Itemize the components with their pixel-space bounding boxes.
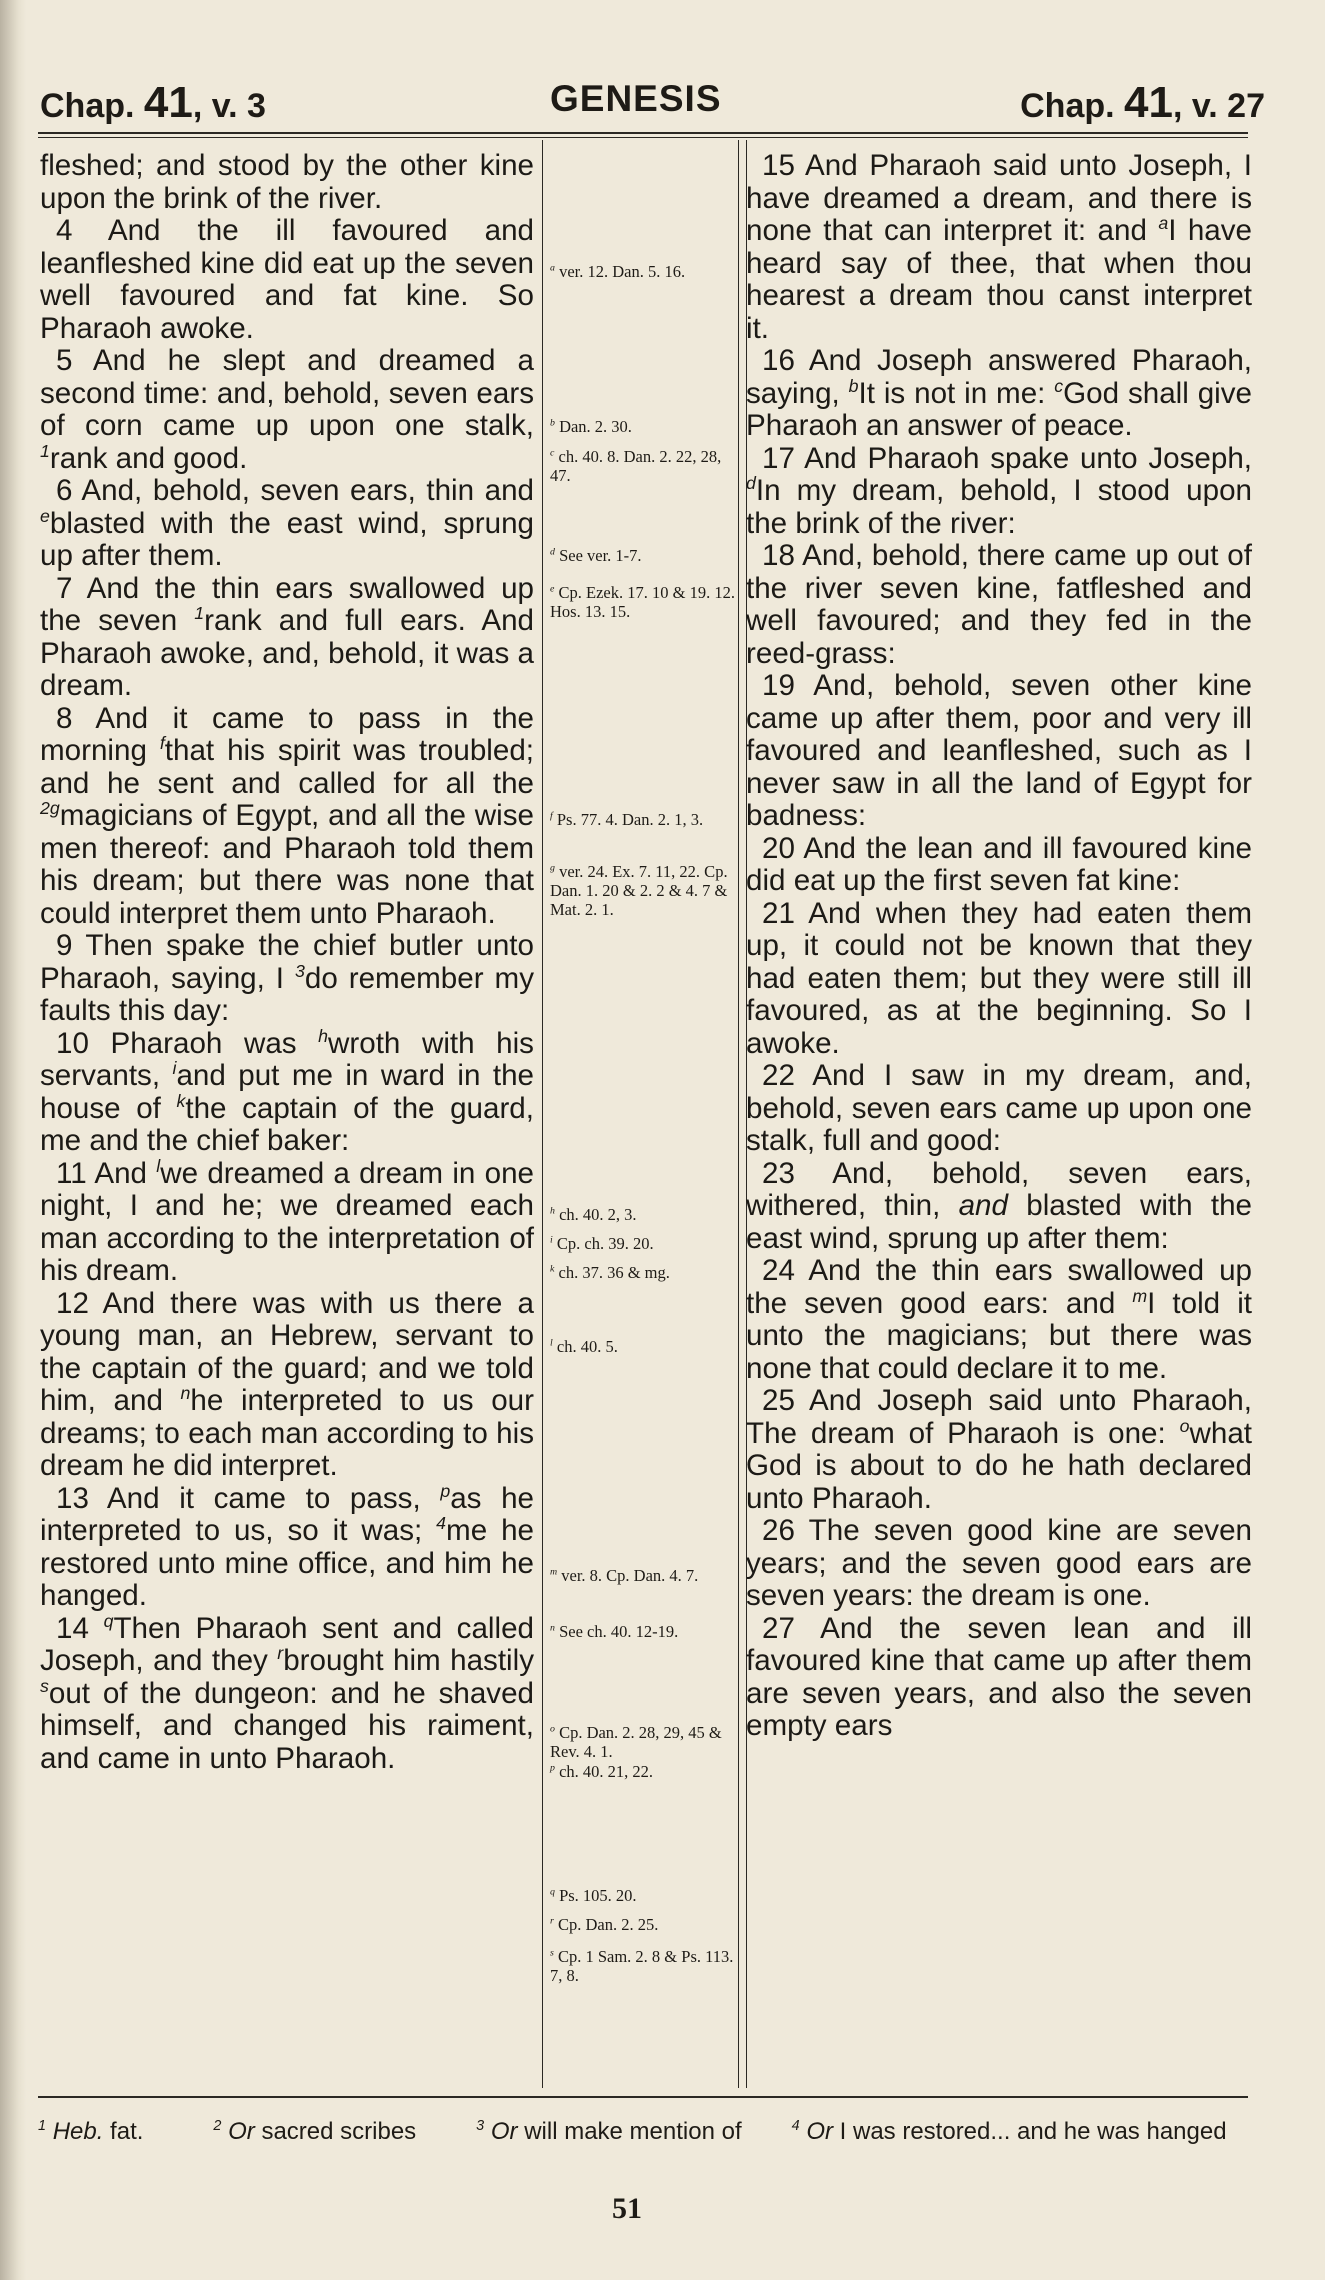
- verse: [40, 150, 534, 215]
- verse-text: the captain of the guard, me and the chief baker:: [40, 1091, 534, 1157]
- verse: [746, 443, 1252, 541]
- verse-text: blasted with the east wind, sprung up after them.: [40, 506, 534, 572]
- marginal-reference-mark: l: [156, 1155, 161, 1176]
- verse-text: 18 And, behold, there came up out of the river seven kine, fatfleshed and well favoured; and they fed in the reed-grass:: [746, 539, 1252, 670]
- verse-text: 8 And it came to pass in the morning: [40, 701, 534, 767]
- verse-text: 6 And, behold, seven ears, thin and: [56, 474, 534, 507]
- cross-reference: [550, 1886, 735, 1905]
- verse: [746, 1255, 1252, 1385]
- footnote-number: 2: [213, 2118, 222, 2134]
- marginal-reference-mark: 1: [40, 440, 50, 461]
- verse-text: brought him hastily: [283, 1644, 534, 1677]
- marginal-reference-mark: c: [1054, 375, 1064, 396]
- cross-reference-mark: g: [550, 862, 555, 874]
- running-head-right-verse: v. 27: [1191, 87, 1265, 125]
- cross-reference-text: Cp. ch. 39. 20.: [556, 1234, 654, 1253]
- cross-reference: [550, 1622, 735, 1641]
- cross-reference-text: ch. 40. 8. Dan. 2. 22, 28, 47.: [550, 447, 722, 485]
- marginal-reference-mark: i: [172, 1058, 177, 1079]
- running-head-right-prefix: Chap.: [1020, 87, 1115, 125]
- marginal-reference-mark: b: [848, 375, 859, 396]
- running-head: [40, 78, 1265, 138]
- footnote-label: Heb.: [52, 2118, 104, 2145]
- running-head-left: Chap. 41, v. 3: [40, 78, 266, 127]
- cross-reference: [550, 417, 735, 436]
- verse-text: 12 And there was with us there a young man, an Hebrew, servant to the captain of the guard; and we told him, and: [40, 1286, 534, 1417]
- verse-text: and put me in ward in the house of: [40, 1059, 534, 1125]
- footnote-text: fat.: [103, 2118, 144, 2145]
- footnote-label: Or: [228, 2118, 255, 2145]
- cross-reference: [550, 1205, 735, 1224]
- cross-reference-mark: r: [550, 1915, 554, 1927]
- cross-reference-mark: p: [550, 1762, 555, 1774]
- footnote-number: 3: [476, 2118, 485, 2134]
- column-divider-right-inner: [738, 140, 739, 2088]
- cross-reference-text: Cp. Dan. 2. 25.: [557, 1915, 659, 1934]
- header-rule-thin: [38, 137, 1248, 138]
- footnote-number: 1: [38, 2118, 47, 2134]
- cross-reference-text: See ver. 1-7.: [559, 546, 642, 565]
- verse-text: I told it unto the magicians; but there was none that could declare it to me.: [746, 1286, 1252, 1385]
- verse-text: 13 And it came to pass,: [56, 1481, 441, 1515]
- marginal-reference-mark: f: [159, 733, 165, 754]
- cross-reference-text: See ch. 40. 12-19.: [559, 1622, 679, 1641]
- verse-text: 10 Pharaoh was: [56, 1026, 319, 1060]
- page-edge-shadow: [0, 0, 26, 2280]
- verse-text: 9 Then spake the chief butler unto Pharaoh, saying, I: [40, 929, 534, 995]
- verse: [40, 1610, 534, 1776]
- cross-reference: [550, 447, 735, 485]
- verse: [746, 833, 1252, 898]
- cross-reference: [550, 1762, 735, 1781]
- running-head-right: Chap. 41, v. 27: [1020, 78, 1265, 127]
- cross-reference: [550, 810, 735, 829]
- verse: [746, 898, 1252, 1061]
- verse-text: 7 And the thin ears swallowed up the seven: [40, 571, 534, 637]
- cross-reference-text: ver. 8. Cp. Dan. 4. 7.: [561, 1566, 699, 1585]
- cross-reference-mark: q: [550, 1886, 555, 1898]
- verse-text: God shall give Pharaoh an answer of peace.: [746, 376, 1252, 442]
- verse-text: 23 And, behold, seven ears, withered, thin,: [746, 1156, 1252, 1222]
- cross-reference-text: ch. 37. 36 & mg.: [558, 1263, 670, 1282]
- verse-text: 16 And Joseph answered Pharaoh, saying,: [746, 344, 1252, 410]
- verse-text: blasted with the east wind, sprung up after them:: [746, 1189, 1252, 1255]
- verse-text: 17 And Pharaoh spake unto Joseph,: [762, 441, 1252, 475]
- cross-reference-text: ch. 40. 2, 3.: [559, 1205, 637, 1224]
- verse-text: he interpreted to us our dreams; to each man according to his dream he did interpret.: [40, 1384, 534, 1482]
- verse-text: wroth with his servants,: [40, 1026, 534, 1092]
- running-head-left-chapter: 41: [143, 78, 193, 127]
- marginal-reference-mark: e: [40, 505, 50, 526]
- cross-reference: [550, 583, 735, 621]
- verse: [746, 540, 1252, 670]
- verse: [40, 703, 534, 931]
- marginal-reference-mark: p: [440, 1480, 451, 1501]
- verse-text: 21 And when they had eaten them up, it could not be known that they had eaten them; but they were still ill favoured, as at the beginning. So I awoke.: [746, 896, 1252, 1060]
- verse: [746, 150, 1252, 345]
- verse-text: as he interpreted to us, so it was;: [40, 1481, 534, 1547]
- cross-reference-mark: d: [550, 546, 555, 558]
- verse: [746, 1515, 1252, 1613]
- cross-reference-text: Ps. 77. 4. Dan. 2. 1, 3.: [556, 810, 704, 829]
- verse-text: 25 And Joseph said unto Pharaoh, The dream of Pharaoh is one:: [746, 1384, 1252, 1450]
- marginal-reference-mark: h: [318, 1025, 329, 1046]
- verse: [40, 345, 534, 475]
- footnote-text: will make mention of: [517, 2118, 742, 2145]
- verse: [746, 1385, 1252, 1515]
- verse-text: 15 And Pharaoh said unto Joseph, I have dreamed a dream, and there is none that can interpret it: and: [746, 149, 1252, 247]
- footnote-label: Or: [490, 2118, 518, 2145]
- cross-reference: [550, 1566, 735, 1585]
- verse: [746, 345, 1252, 443]
- verse-text: me he restored unto mine office, and him he hanged.: [40, 1514, 535, 1612]
- verse: [40, 930, 534, 1028]
- verse: [40, 1288, 534, 1483]
- cross-reference-mark: e: [550, 583, 555, 595]
- cross-reference-text: Cp. 1 Sam. 2. 8 & Ps. 113. 7, 8.: [550, 1947, 734, 1985]
- verse: [40, 475, 534, 573]
- footnote-rule: [38, 2096, 1248, 2098]
- cross-reference-mark: b: [550, 417, 555, 429]
- verse: [40, 573, 534, 703]
- cross-reference-mark: k: [550, 1263, 555, 1275]
- footnote-number: 4: [791, 2118, 800, 2134]
- verse: [746, 670, 1252, 833]
- cross-reference-mark: l: [550, 1337, 553, 1349]
- cross-reference: [550, 1915, 735, 1934]
- cross-reference: [550, 1947, 735, 1985]
- verse-text: do remember my faults this day:: [40, 961, 534, 1027]
- page-number: 51: [612, 2192, 642, 2225]
- marginal-reference-mark: m: [1132, 1285, 1148, 1306]
- verse: [746, 1158, 1252, 1256]
- verse-text: magicians of Egypt, and all the wise men thereof: and Pharaoh told them his dream; but there was none that could interpret them unto Pharaoh.: [40, 799, 534, 930]
- cross-reference-text: ch. 40. 21, 22.: [559, 1762, 654, 1781]
- cross-reference-text: ver. 12. Dan. 5. 16.: [559, 262, 686, 281]
- verse-text: out of the dungeon: and he shaved himself, and changed his raiment, and came in unto Pharaoh.: [40, 1676, 534, 1775]
- footnotes: [38, 2118, 1248, 2146]
- cross-reference: [550, 1337, 735, 1356]
- verse-text: I have heard say of thee, that when thou hearest a dream thou canst interpret it.: [746, 214, 1252, 345]
- verse-text: 19 And, behold, seven other kine came up after them, poor and very ill favoured and leanfleshed, such as I never saw in all the land of Egypt for badness:: [746, 669, 1252, 832]
- cross-reference-mark: a: [550, 262, 555, 274]
- cross-reference: [550, 862, 735, 919]
- cross-reference: [550, 262, 735, 281]
- verse: [40, 1480, 535, 1613]
- cross-reference-text: Cp. Dan. 2. 28, 29, 45 & Rev. 4. 1.: [550, 1723, 722, 1761]
- cross-reference-mark: h: [550, 1205, 555, 1217]
- cross-reference-mark: o: [550, 1723, 555, 1735]
- cross-reference-text: ver. 24. Ex. 7. 11, 22. Cp. Dan. 1. 20 & 2. 2 & 4. 7 & Mat. 2. 1.: [550, 862, 728, 919]
- cross-reference-mark: s: [550, 1947, 554, 1959]
- cross-reference: [550, 546, 735, 565]
- verse-text: that his spirit was troubled; and he sent and called for all the: [40, 734, 535, 800]
- verse-text: 5 And he slept and dreamed a second time: and, behold, seven ears of corn came up upon one stalk,: [40, 344, 534, 442]
- cross-reference: [550, 1723, 735, 1761]
- verse-text: Then Pharaoh sent and called Joseph, and they: [40, 1611, 534, 1677]
- verse-text: rank and full ears. And Pharaoh awoke, and, behold, it was a dream.: [40, 604, 534, 702]
- verse-text: fleshed; and stood by the other kine upon the brink of the river.: [40, 149, 534, 215]
- verse: [40, 1155, 534, 1288]
- footnote: [476, 2118, 741, 2145]
- marginal-reference-mark: a: [1158, 213, 1169, 234]
- footnote-text: I was restored... and he was hanged: [832, 2118, 1227, 2145]
- marginal-reference-mark: q: [103, 1610, 114, 1631]
- cross-reference-mark: n: [550, 1622, 555, 1634]
- verse-text: 27 And the seven lean and ill favoured kine that came up after them are seven years, and also the seven empty ears: [746, 1611, 1252, 1742]
- verse: [40, 215, 534, 345]
- cross-reference-text: Ps. 105. 20.: [559, 1886, 637, 1905]
- marginal-reference-mark: 3: [294, 960, 305, 981]
- running-head-left-prefix: Chap.: [40, 87, 135, 125]
- verse-text: 14: [56, 1611, 104, 1645]
- verse: [746, 1060, 1252, 1158]
- footnote: [38, 2118, 143, 2145]
- cross-reference-text: ch. 40. 5.: [556, 1337, 618, 1356]
- cross-reference-mark: f: [550, 810, 553, 822]
- verse-text: 11 And: [56, 1156, 157, 1190]
- verse: [40, 1025, 534, 1158]
- verse-text: 22 And I saw in my dream, and, behold, seven ears came up upon one stalk, full and good:: [746, 1059, 1252, 1157]
- cross-reference-mark: c: [550, 447, 555, 459]
- header-rule: [38, 132, 1248, 134]
- verse-text: In my dream, behold, I stood upon the brink of the river:: [746, 474, 1252, 540]
- book-title: GENESIS: [550, 78, 722, 119]
- footnote-label: Or: [806, 2118, 833, 2145]
- cross-reference: [550, 1234, 735, 1253]
- footnote-text: sacred scribes: [254, 2118, 417, 2145]
- cross-reference-mark: i: [550, 1234, 553, 1246]
- verse-text: rank and good.: [49, 441, 248, 475]
- cross-reference-mark: m: [550, 1566, 558, 1578]
- marginal-reference-mark: r: [277, 1643, 284, 1664]
- marginal-reference-mark: n: [180, 1383, 191, 1404]
- column-divider-left: [542, 140, 543, 2088]
- cross-reference: [550, 1263, 735, 1282]
- running-head-left-verse: v. 3: [211, 87, 266, 125]
- verse-text: we dreamed a dream in one night, I and he; we dreamed each man according to the interpretation of his dream.: [40, 1156, 534, 1287]
- verse-text: It is not in me:: [858, 376, 1055, 410]
- verse-text: what God is about to do he hath declared unto Pharaoh.: [746, 1416, 1252, 1515]
- verse: [746, 1613, 1252, 1743]
- cross-reference-text: Cp. Ezek. 17. 10 & 19. 12. Hos. 13. 15.: [550, 583, 735, 621]
- left-text-column: [40, 150, 534, 1775]
- running-head-right-chapter: 41: [1124, 78, 1173, 127]
- marginal-reference-mark: s: [40, 1675, 49, 1696]
- marginal-reference-mark: o: [1179, 1415, 1190, 1436]
- cross-reference-text: Dan. 2. 30.: [559, 417, 632, 436]
- verse-text: 26 The seven good kine are seven years; and the seven good ears are seven years: the dream is one.: [746, 1514, 1252, 1612]
- verse-text: 4 And the ill favoured and leanfleshed kine did eat up the seven well favoured and fat kine. So Pharaoh awoke.: [40, 214, 534, 345]
- marginal-reference-mark: 1: [194, 603, 205, 624]
- marginal-reference-mark: 4: [436, 1513, 447, 1534]
- right-text-column: [746, 150, 1252, 1743]
- verse-text: 24 And the thin ears swallowed up the seven good ears: and: [746, 1254, 1252, 1320]
- marginal-reference-mark: d: [746, 473, 756, 494]
- marginal-reference-mark: 2g: [40, 798, 60, 819]
- verse-text: 20 And the lean and ill favoured kine did eat up the first seven fat kine:: [746, 831, 1252, 897]
- italic-supplied-word: and: [958, 1189, 1008, 1222]
- marginal-reference-mark: k: [176, 1090, 186, 1111]
- footnote: [792, 2118, 1227, 2145]
- footnote: [213, 2118, 416, 2145]
